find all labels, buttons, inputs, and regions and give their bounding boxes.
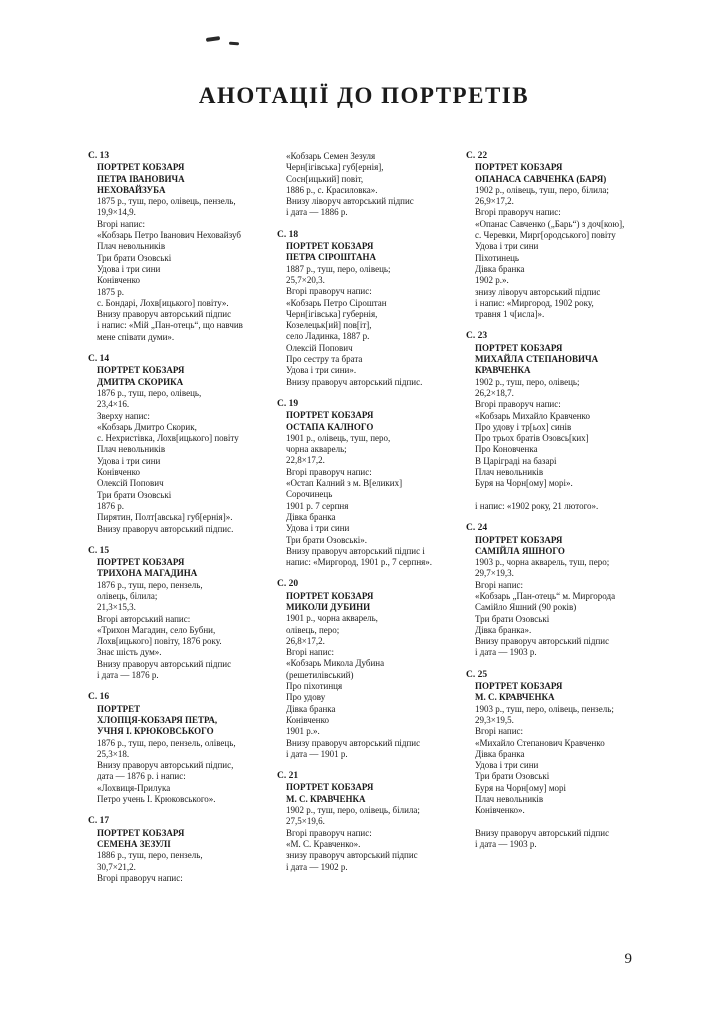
entry-text-line: Вгорі авторський напис: <box>97 613 191 624</box>
entry-text-line: 1876 р., туш, перо, пензель, <box>97 579 203 590</box>
entry-text-line: Вгорі напис: <box>475 726 524 737</box>
entry-text-line: Внизу праворуч авторський підпис <box>475 827 610 838</box>
entry-text-line: Знає шість дум». <box>97 647 162 658</box>
entry-text-line: Плач невольників <box>97 444 166 455</box>
annotation-entry <box>277 771 455 873</box>
annotation-entry <box>88 816 266 884</box>
entry-text-line: 25,7×20,3. <box>286 274 325 285</box>
entry-text-line: Черн[ігівська] губернія, <box>286 308 378 319</box>
entry-text-line: 25,3×18. <box>97 748 130 759</box>
column-1 <box>88 151 266 895</box>
entry-text-line: «Кобзарь Дмитро Скорик, <box>97 421 197 432</box>
entry-text-line: 1875 р. <box>97 286 124 297</box>
entry-text-line: 1886 р., туш, перо, пензель, <box>97 850 203 861</box>
annotation-entry-continued <box>277 151 455 219</box>
entry-title-line: ПЕТРА СІРОШТАНА <box>286 252 376 263</box>
entry-text-line: Плач невольників <box>97 241 166 252</box>
entry-text-line: 21,3×15,3. <box>97 602 136 613</box>
annotation-entry <box>466 151 644 320</box>
entry-page-ref: С. 17 <box>88 816 110 827</box>
annotation-entry <box>466 670 644 851</box>
entry-text-line: Удова і три сини <box>286 523 350 534</box>
entry-text-line: Вгорі праворуч напис: <box>286 286 372 297</box>
annotation-entry <box>277 579 455 760</box>
entry-title-line: М. С. КРАВЧЕНКА <box>286 793 366 804</box>
entry-title-line: ПОРТРЕТ КОБЗАРЯ <box>97 557 185 568</box>
entry-text-line: Внизу ліворуч авторський підпис <box>286 196 414 207</box>
entry-title-line: ДМИТРА СКОРИКА <box>97 376 184 387</box>
entry-text-line: 1875 р., туш, перо, олівець, пензель, <box>97 196 236 207</box>
entry-page-ref: С. 23 <box>466 331 488 342</box>
entry-text-line: 1901 р., олівець, туш, перо, <box>286 432 391 443</box>
entry-text-line: Три брати Озовські <box>475 613 550 624</box>
entry-text-line: село Ладинка, 1887 р. <box>286 331 370 342</box>
entry-text-line: Внизу праворуч авторський підпис <box>475 636 610 647</box>
entry-title-line: ПОРТРЕТ КОБЗАРЯ <box>97 162 185 173</box>
entry-page-ref: С. 25 <box>466 669 488 680</box>
entry-text-line: Піхотинець <box>475 252 520 263</box>
entry-text-line: Олексій Попович <box>286 342 353 353</box>
entry-text-line: Внизу праворуч авторський підпис. <box>286 376 423 387</box>
page-title: АНОТАЦІЇ ДО ПОРТРЕТІВ <box>198 83 530 108</box>
entry-text-line: (решетилівський) <box>286 669 354 680</box>
entry-page-ref: С. 13 <box>88 151 110 161</box>
entry-page-ref: С. 15 <box>88 545 110 556</box>
entry-title-line: ПОРТРЕТ КОБЗАРЯ <box>97 827 185 838</box>
entry-text-line: 29,3×19,5. <box>475 714 514 725</box>
entry-text-line: напис: «Миргород, 1901 р., 7 серпня». <box>286 557 433 568</box>
entry-text-line: Вгорі праворуч напис: <box>475 207 561 218</box>
entry-text-line: 23,4×16. <box>97 399 130 410</box>
entry-title-line: М. С. КРАВЧЕНКА <box>475 692 555 703</box>
entry-text-line: Внизу праворуч авторський підпис <box>286 737 421 748</box>
entry-title-line: СЕМЕНА ЗЕЗУЛІ <box>97 838 171 849</box>
entry-title-line: ПОРТРЕТ КОБЗАРЯ <box>286 241 374 252</box>
entry-text-line: і дата — 1876 р. <box>97 670 159 681</box>
entry-title-line: ПОРТРЕТ КОБЗАРЯ <box>286 782 374 793</box>
entry-text-line: Три брати Озовські <box>97 252 172 263</box>
entry-text-line: Внизу праворуч авторський підпис <box>97 658 232 669</box>
entry-text-line: Удова і три сини <box>97 263 161 274</box>
entry-text-line: 29,7×19,3. <box>475 568 514 579</box>
annotation-entry <box>88 546 266 682</box>
entry-text-line: «Кобзарь Микола Дубина <box>286 658 385 669</box>
entry-text-line: Плач невольників <box>475 467 544 478</box>
entry-text-line: Про Коновченка <box>475 444 538 455</box>
entry-text-line: Буря на Чорн[ому] морі». <box>475 478 573 489</box>
entry-text-line: Олексій Попович <box>97 478 164 489</box>
entry-text-line: Лохв[ицького] повіту, 1876 року. <box>97 636 222 647</box>
entry-text-line: 1901 р., чорна акварель, <box>286 613 378 624</box>
entry-text-line: Дівка бранка <box>475 263 525 274</box>
entry-title-line: УЧНЯ І. КРЮКОВСЬКОГО <box>97 726 214 737</box>
entry-text-line: 1876 р., туш, перо, пензель, олівець, <box>97 737 236 748</box>
entry-text-line: 22,8×17,2. <box>286 455 325 466</box>
entry-title-line: ПОРТРЕТ КОБЗАРЯ <box>286 410 374 421</box>
entry-page-ref: С. 21 <box>277 771 299 782</box>
entry-title-line: КРАВЧЕНКА <box>475 365 531 376</box>
entry-title-line: НЕХОВАЙЗУБА <box>97 184 166 195</box>
entry-text-line: Вгорі праворуч напис: <box>97 872 183 883</box>
entry-text-line: мене співати думи». <box>97 331 175 342</box>
entry-title-line: САМІЙЛА ЯШНОГО <box>475 545 565 556</box>
entry-text-line: «Кобзарь Петро Іванович Неховайзуб <box>97 230 241 241</box>
entry-text-line: і дата — 1886 р. <box>286 207 348 218</box>
entry-text-line: с. Бондарі, Лохв[ицького] повіту». <box>97 297 229 308</box>
entry-title-line: ПОРТРЕТ КОБЗАРЯ <box>475 342 563 353</box>
entry-text-line: травня 1 ч[исла]». <box>475 309 545 320</box>
entry-title-line: МИКОЛИ ДУБИНИ <box>286 601 371 612</box>
entry-text-line: «Кобзарь Петро Сіроштан <box>286 297 387 308</box>
entry-text-line: і дата — 1903 р. <box>475 839 537 850</box>
entry-text-line: 26,9×17,2. <box>475 196 514 207</box>
entry-text-line: 26,8×17,2. <box>286 635 325 646</box>
entry-text-line: Про удову і тр[ьох] синів <box>475 421 572 432</box>
entry-text-line: с. Черевки, Мирг[ородського] повіту <box>475 230 616 241</box>
entry-text-line: «Михайло Степанович Кравченко <box>475 737 605 748</box>
annotation-entry <box>277 230 455 388</box>
entry-text-line: чорна акварель; <box>286 444 347 455</box>
entry-text-line: «М. С. Кравченко». <box>286 838 361 849</box>
entry-page-ref: С. 22 <box>466 151 488 161</box>
entry-text-line: Три брати Озовські <box>475 771 550 782</box>
entry-text-line: Дівка бранка». <box>475 624 532 635</box>
entry-text-line: «Кобзарь Семен Зезуля <box>286 151 376 161</box>
entry-text-line: Конівченко <box>97 275 141 286</box>
entry-title-line: ТРИХОНА МАГАДИНА <box>97 568 198 579</box>
entry-title-line: ПЕТРА ІВАНОВИЧА <box>97 173 185 184</box>
entry-text-line: 1886 р., с. Красиловка». <box>286 184 378 195</box>
entry-text-line: 30,7×21,2. <box>97 861 136 872</box>
entry-text-line: Сорочинець <box>286 489 333 500</box>
entry-text-line: 1903 р., туш, перо, олівець, пензель; <box>475 703 614 714</box>
entry-text-line: Буря на Чорн[ому] морі <box>475 782 567 793</box>
entry-text-line: Дівка бранка <box>475 748 525 759</box>
entry-text-line: Дівка бранка <box>286 703 336 714</box>
entry-text-line: «Остап Калний з м. В[еликих] <box>286 478 403 489</box>
annotation-entry <box>88 354 266 535</box>
entry-text-line: 1876 р. <box>97 500 124 511</box>
entry-text-line: Вгорі праворуч напис: <box>475 399 561 410</box>
entry-text-line: «Лохвиця-Прилука <box>97 782 171 793</box>
entry-text-line: і напис: «Мій „Пан-отець“, що навчив <box>97 320 243 331</box>
entry-text-line: Конівченко». <box>475 805 525 816</box>
entry-text-line: Вгорі напис: <box>286 647 335 658</box>
entry-text-line: і напис: «1902 року, 21 лютого». <box>475 500 599 511</box>
entry-page-ref: С. 24 <box>466 523 488 534</box>
entry-text-line: Внизу праворуч авторський підпис, <box>97 760 234 771</box>
entry-text-line: Самійло Яшний (90 років) <box>475 602 577 613</box>
entry-text-line: і дата — 1901 р. <box>286 748 348 759</box>
entry-title-line: ПОРТРЕТ КОБЗАРЯ <box>97 365 185 376</box>
annotation-entry <box>88 151 266 343</box>
entry-text-line <box>466 490 644 501</box>
entry-text-line: 1876 р., туш, перо, олівець, <box>97 387 202 398</box>
entry-text-line: Дівка бранка <box>286 511 336 522</box>
annotation-entry <box>277 399 455 568</box>
page-number: 9 <box>624 951 632 967</box>
entry-text-line: Сосн[ицький] повіт, <box>286 173 364 184</box>
entry-text-line: 1902 р., туш, перо, олівець; <box>475 376 580 387</box>
entry-text-line: Про трьох братів Озовсь[ких] <box>475 433 589 444</box>
entry-page-ref: С. 20 <box>277 579 299 590</box>
entry-text-line: олівець, білила; <box>97 590 158 601</box>
entry-text-line: «Опанас Савченко („Барь“) з доч[кою], <box>475 218 625 229</box>
entry-text-line: і напис: «Миргород, 1902 року, <box>475 297 594 308</box>
entry-text-line: «Трихон Магадин, село Бубни, <box>97 624 216 635</box>
entry-text-line: Удова і три сини <box>475 760 539 771</box>
entry-text-line: Удова і три сини <box>475 241 539 252</box>
entry-text-line: Черн[ігівська] губ[ернія], <box>286 162 384 173</box>
entry-page-ref: С. 19 <box>277 398 299 409</box>
entry-text-line: 1887 р., туш, перо, олівець; <box>286 263 391 274</box>
entry-text-line: Вгорі напис: <box>97 218 146 229</box>
entry-text-line: Внизу праворуч авторський підпис <box>97 309 232 320</box>
entry-title-line: ПОРТРЕТ <box>97 703 141 714</box>
entry-page-ref: С. 14 <box>88 354 110 365</box>
columns-container <box>88 151 655 895</box>
entry-text-line: Зверху напис: <box>97 410 150 421</box>
entry-text-line: 1902 р.». <box>475 275 509 286</box>
entry-text-line: 27,5×19,6. <box>286 816 325 827</box>
entry-text-line: «Кобзарь Михайло Кравченко <box>475 410 590 421</box>
entry-text-line: дата — 1876 р. і напис: <box>97 771 186 782</box>
entry-text-line: 19,9×14,9. <box>97 207 136 218</box>
entry-text-line: с. Нехристівка, Лохв[ицького] повіту <box>97 433 239 444</box>
entry-text-line: «Кобзарь „Пан-отець“ м. Миргорода <box>475 590 616 601</box>
entry-text-line: знизу ліворуч авторський підпис <box>475 286 601 297</box>
entry-text-line: і дата — 1902 р. <box>286 861 348 872</box>
entry-text-line: олівець, перо; <box>286 624 340 635</box>
entry-text-line: Конівченко <box>286 714 330 725</box>
entry-title-line: ОПАНАСА САВЧЕНКА (БАРЯ) <box>475 173 607 184</box>
entry-text-line: Вгорі напис: <box>475 579 524 590</box>
entry-text-line: 1902 р., олівець, туш, перо, білила; <box>475 184 609 195</box>
annotation-entry <box>88 692 266 805</box>
entry-page-ref: С. 16 <box>88 692 110 703</box>
annotation-entry <box>466 523 644 659</box>
entry-title-line: ПОРТРЕТ КОБЗАРЯ <box>475 681 563 692</box>
entry-text-line: 26,2×18,7. <box>475 387 514 398</box>
entry-text-line: Козелецьк[ий] пов[іт], <box>286 320 372 331</box>
entry-text-line: Три брати Озовські <box>97 489 172 500</box>
entry-text-line: Про удову <box>286 692 326 703</box>
entry-text-line: Внизу праворуч авторський підпис і <box>286 545 425 556</box>
entry-text-line: 1902 р., туш, перо, олівець, білила; <box>286 805 420 816</box>
entry-text-line: Удова і три сини». <box>286 365 357 376</box>
entry-title-line: МИХАЙЛА СТЕПАНОВИЧА <box>475 354 599 365</box>
entry-text-line: Плач невольників <box>475 794 544 805</box>
entry-text-line: 1901 р. 7 серпня <box>286 500 349 511</box>
entry-text-line: Пирятин, Полт[авська] губ[ернія]». <box>97 512 233 523</box>
entry-text-line: Вгорі праворуч напис: <box>286 827 372 838</box>
entry-text-line: Про піхотинця <box>286 681 343 692</box>
entry-text-line <box>466 817 644 828</box>
entry-text-line: Вгорі праворуч напис: <box>286 466 372 477</box>
entry-text-line: 1901 р.». <box>286 726 320 737</box>
entry-text-line: В Царіграді на базарі <box>475 455 557 466</box>
entry-text-line: Конівченко <box>97 467 141 478</box>
entry-text-line: і дата — 1903 р. <box>475 647 537 658</box>
entry-title-line: ПОРТРЕТ КОБЗАРЯ <box>286 590 374 601</box>
entry-text-line: Три брати Озовські». <box>286 534 367 545</box>
entry-title-line: ПОРТРЕТ КОБЗАРЯ <box>475 162 563 173</box>
entry-text-line: Удова і три сини <box>97 455 161 466</box>
entry-page-ref: С. 18 <box>277 229 299 240</box>
entry-text-line: Петро учень І. Крюковського». <box>97 794 216 805</box>
column-3 <box>466 151 644 895</box>
scan-artifact <box>229 42 239 46</box>
entry-title-line: ХЛОПЦЯ-КОБЗАРЯ ПЕТРА, <box>97 714 218 725</box>
annotation-entry <box>466 331 644 512</box>
entry-text-line: 1903 р., чорна акварель, туш, перо; <box>475 557 610 568</box>
scan-artifact <box>206 36 220 42</box>
entry-text-line: Внизу праворуч авторський підпис. <box>97 523 234 534</box>
entry-text-line: Про сестру та брата <box>286 354 363 365</box>
column-2 <box>277 151 455 895</box>
entry-title-line: ПОРТРЕТ КОБЗАРЯ <box>475 534 563 545</box>
entry-title-line: ОСТАПА КАЛНОГО <box>286 421 374 432</box>
entry-text-line: знизу праворуч авторський підпис <box>286 850 418 861</box>
